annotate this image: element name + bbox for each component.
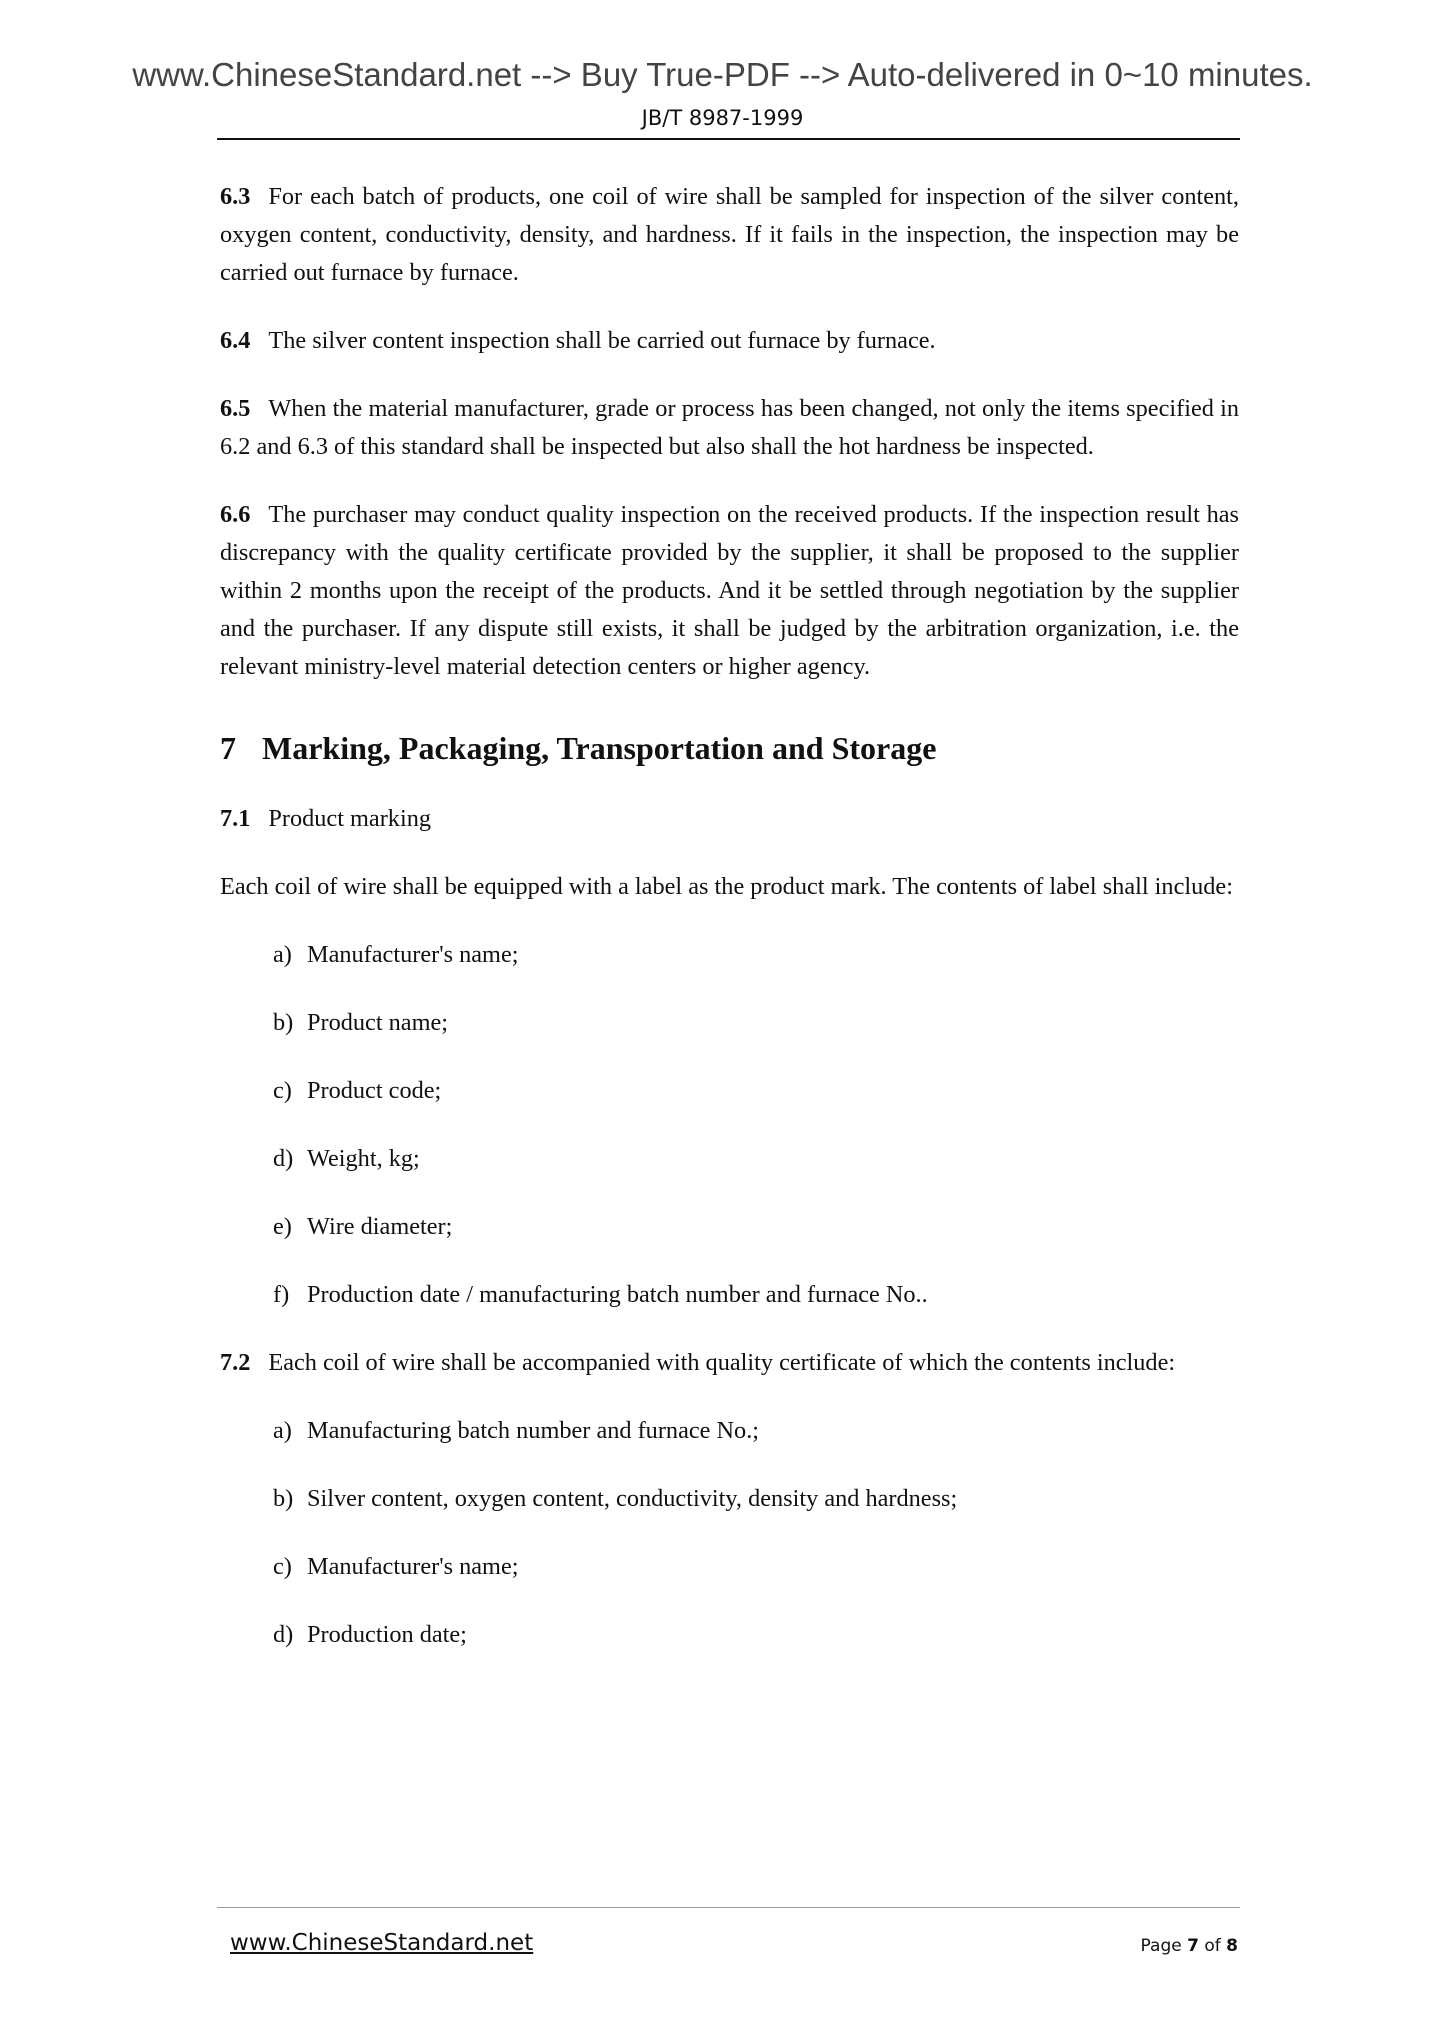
clause-6-5	[220, 390, 1239, 466]
footer-site-link[interactable]: www.ChineseStandard.net	[230, 1930, 534, 1956]
list-item	[273, 1480, 1239, 1518]
page-of: of	[1198, 1936, 1227, 1956]
clause-number: 6.5	[220, 395, 251, 422]
clause-text: For each batch of products, one coil of wire shall be sampled for inspection of the silver content, oxygen content, conductivity, density, and hardness. If it fails in the inspection, the inspection may be carried out furnace by furnace.	[220, 183, 1239, 286]
list-text: Manufacturer's name;	[307, 1553, 519, 1580]
list-item	[273, 936, 1239, 974]
page-prefix: Page	[1140, 1936, 1188, 1956]
list-text: Manufacturer's name;	[307, 941, 519, 968]
list-item	[273, 1004, 1239, 1042]
clause-7-2	[220, 1344, 1239, 1382]
clause-number: 6.4	[220, 327, 251, 354]
list-text: Silver content, oxygen content, conductivity, density and hardness;	[307, 1485, 958, 1512]
clause-title: Product marking	[268, 805, 432, 832]
footer-rule	[217, 1907, 1240, 1908]
list-letter: d)	[273, 1145, 294, 1172]
promo-banner[interactable]: www.ChineseStandard.net --> Buy True-PDF --> Auto-delivered in 0~10 minutes.	[132, 56, 1313, 93]
clause-7-1-intro: Each coil of wire shall be equipped with a label as the product mark. The contents of label shall include:	[220, 873, 1233, 900]
document-code: JB/T 8987-1999	[641, 106, 804, 130]
clause-number: 7.1	[220, 805, 251, 832]
list-item	[273, 1140, 1239, 1178]
clause-6-3	[220, 178, 1239, 292]
header-rule	[217, 138, 1240, 140]
clause-6-4	[220, 322, 1239, 360]
list-text: Weight, kg;	[307, 1145, 420, 1172]
list-text: Wire diameter;	[307, 1213, 453, 1240]
clause-6-6	[220, 496, 1239, 686]
section-number: 7	[220, 730, 236, 766]
section-title: Marking, Packaging, Transportation and Storage	[262, 730, 937, 766]
clause-text: When the material manufacturer, grade or process has been changed, not only the items specified in 6.2 and 6.3 of this standard shall be inspected but also shall the hot hardness be inspected.	[220, 395, 1239, 460]
list-text: Manufacturing batch number and furnace No.;	[307, 1417, 760, 1444]
list-letter: c)	[273, 1553, 292, 1580]
list-item	[273, 1616, 1239, 1654]
page-number: 7	[1187, 1936, 1199, 1956]
clause-7-1	[220, 800, 1239, 838]
list-text: Product code;	[307, 1077, 442, 1104]
list-item	[273, 1072, 1239, 1110]
list-letter: c)	[273, 1077, 292, 1104]
list-text: Product name;	[307, 1009, 449, 1036]
page-total: 8	[1226, 1936, 1238, 1956]
clause-number: 6.6	[220, 501, 251, 528]
page-indicator	[1141, 1936, 1238, 1956]
list-item	[273, 1412, 1239, 1450]
clause-text: The silver content inspection shall be carried out furnace by furnace.	[268, 327, 936, 354]
list-letter: b)	[273, 1485, 294, 1512]
list-letter: a)	[273, 1417, 292, 1444]
list-text: Production date / manufacturing batch number and furnace No..	[307, 1281, 928, 1308]
list-letter: e)	[273, 1213, 292, 1240]
clause-number: 6.3	[220, 183, 251, 210]
page-body	[220, 178, 1239, 1684]
list-letter: d)	[273, 1621, 294, 1648]
clause-number: 7.2	[220, 1349, 251, 1376]
list-item	[273, 1208, 1239, 1246]
list-item	[273, 1548, 1239, 1586]
section-7-heading	[220, 726, 1239, 770]
list-letter: f)	[273, 1281, 290, 1308]
list-letter: a)	[273, 941, 292, 968]
clause-text: Each coil of wire shall be accompanied with quality certificate of which the contents include:	[268, 1349, 1176, 1376]
clause-text: The purchaser may conduct quality inspection on the received products. If the inspection result has discrepancy with the quality certificate provided by the supplier, it shall be proposed to the supplier within 2 months upon the receipt of the products. And it be settled through negotiation by the supplier and the purchaser. If any dispute still exists, it shall be judged by the arbitration organization, i.e. the relevant ministry-level material detection centers or higher agency.	[220, 501, 1239, 680]
list-letter: b)	[273, 1009, 294, 1036]
list-text: Production date;	[307, 1621, 467, 1648]
list-item	[273, 1276, 1239, 1314]
